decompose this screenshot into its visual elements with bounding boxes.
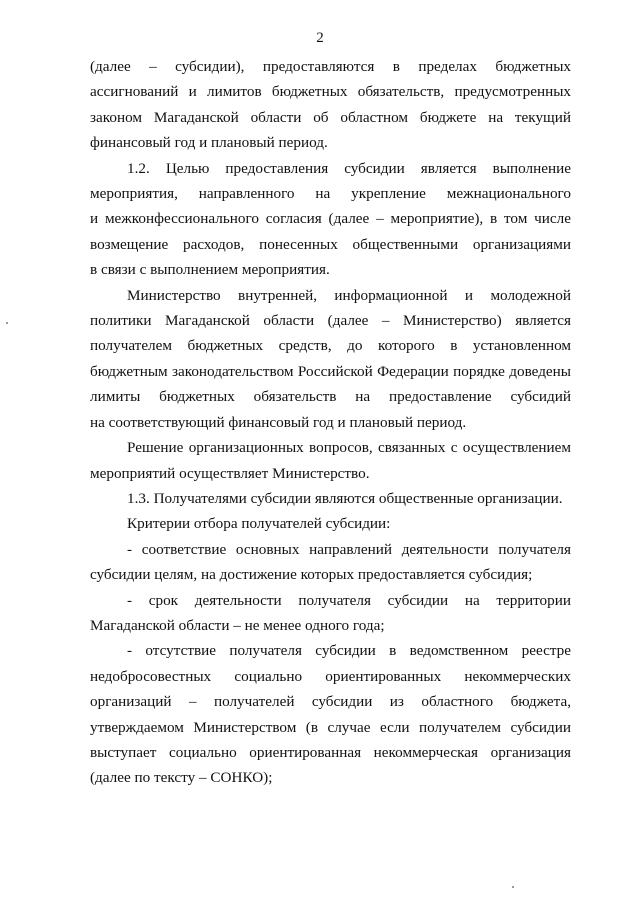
text-line: в связи с выполнением мероприятия. (90, 261, 330, 279)
paragraph (90, 638, 571, 790)
text-line: получателем бюджетных средств, до которого в установленном (90, 337, 571, 355)
text-line: Критерии отбора получателей субсидии: (127, 515, 391, 533)
text-line: законом Магаданской области об областном бюджете на текущий (90, 108, 571, 126)
paragraph (90, 511, 571, 536)
text-line: Магаданской области – не менее одного года; (90, 616, 385, 634)
text-line: - соответствие основных направлений деятельности получателя (127, 540, 571, 558)
text-line: субсидии целям, на достижение которых предоставляется субсидия; (90, 566, 533, 584)
text-line: лимиты бюджетных обязательств на предоставление субсидий (90, 388, 571, 406)
text-line: - отсутствие получателя субсидии в ведомственном реестре (127, 642, 571, 660)
text-line: Решение организационных вопросов, связанных с осуществлением (127, 439, 571, 457)
paragraph (90, 283, 571, 435)
text-line: мероприятий осуществляет Министерство. (90, 464, 370, 482)
text-line: Министерство внутренней, информационной и молодежной (127, 286, 571, 304)
page-number: 2 (316, 30, 324, 46)
paragraph (90, 54, 571, 156)
text-line: 1.2. Целью предоставления субсидии является выполнение (127, 159, 571, 177)
text-line: мероприятия, направленного на укрепление межнационального (90, 185, 571, 203)
text-line: ассигнований и лимитов бюджетных обязательств, предусмотренных (90, 83, 571, 101)
paragraph (90, 588, 571, 639)
text-line: - срок деятельности получателя субсидии на территории (127, 591, 571, 609)
text-line: (далее по тексту – СОНКО); (90, 769, 273, 787)
text-line: политики Магаданской области (далее – Министерство) является (90, 312, 571, 330)
paragraph (90, 435, 571, 486)
text-line: возмещение расходов, понесенных общественными организациями (90, 235, 571, 253)
paragraph (90, 486, 571, 511)
scan-artifact (6, 322, 8, 324)
paragraph (90, 156, 571, 283)
document-body (90, 54, 571, 791)
text-line: 1.3. Получателями субсидии являются общественные организации. (127, 489, 563, 507)
text-line: выступает социально ориентированная некоммерческая организация (90, 743, 571, 761)
text-line: и межконфессионального согласия (далее – мероприятие), в том числе (90, 210, 571, 228)
text-line: организаций – получателей субсидии из областного бюджета, (90, 693, 571, 711)
text-line: утверждаемом Министерством (в случае если получателем субсидии (90, 718, 571, 736)
paragraph (90, 537, 571, 588)
text-line: недобросовестных социально ориентированных некоммерческих (90, 667, 571, 685)
scan-artifact (512, 886, 514, 888)
text-line: на соответствующий финансовый год и плановый период. (90, 413, 467, 431)
text-line: (далее – субсидии), предоставляются в пределах бюджетных (90, 58, 571, 75)
text-line: бюджетным законодательством Российской Федерации порядке доведены (90, 362, 571, 380)
text-line: финансовый год и плановый период. (90, 134, 328, 152)
